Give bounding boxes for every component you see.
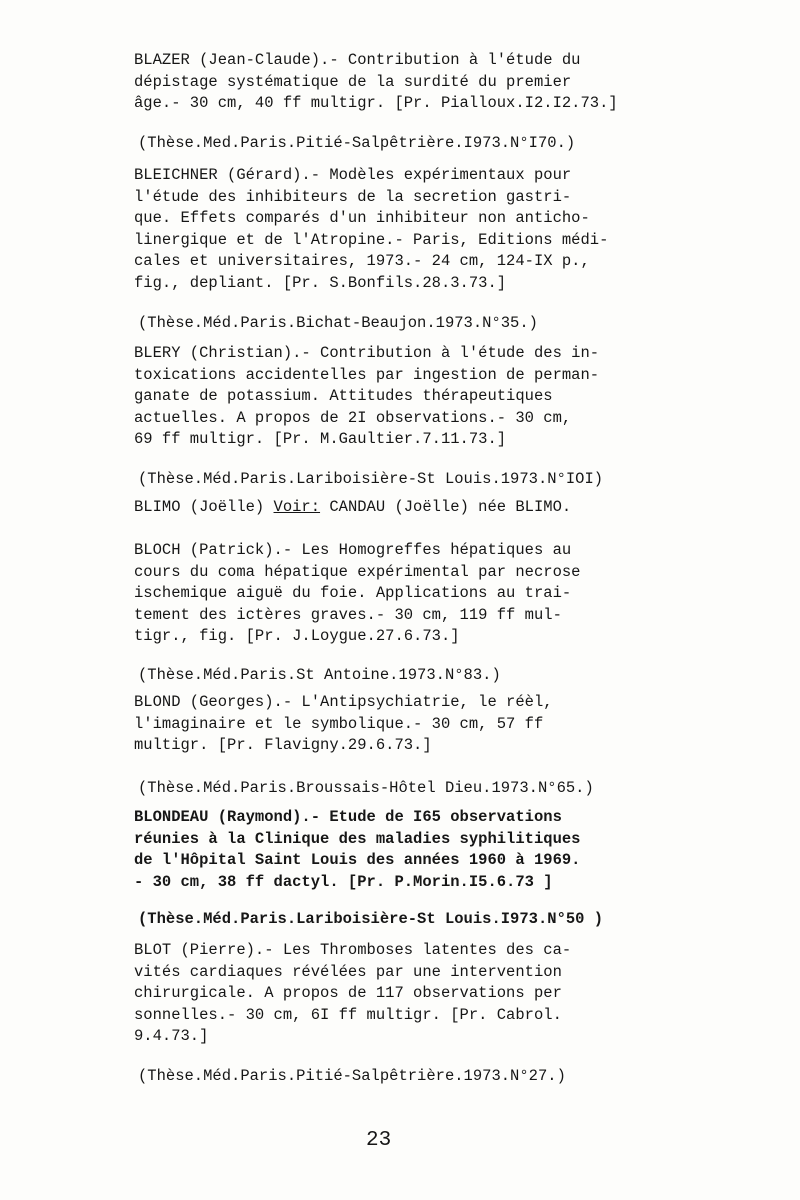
entry-line: actuelles. A propos de 2I observations.- 30 cm,: [134, 408, 572, 427]
entry-line: 69 ff multigr. [Pr. M.Gaultier.7.11.73.]: [134, 430, 507, 448]
entry-line: tement des ictères graves.- 30 cm, 119 ff mul-: [134, 605, 562, 624]
entry-line: vités cardiaques révélées par une intervention: [134, 962, 562, 981]
bibliography-entry-blery: [134, 343, 674, 451]
entry-line: réunies à la Clinique des maladies syphilitiques: [134, 829, 581, 848]
entry-line: ganate de potassium. Attitudes thérapeutiques: [134, 387, 553, 405]
entry-line: BLAZER (Jean-Claude).- Contribution à l'étude du: [134, 51, 581, 69]
entry-line: [134, 497, 674, 519]
entry-line: linergique et de l'Atropine.- Paris, Editions médi-: [134, 230, 609, 249]
thesis-reference: (Thèse.Méd.Paris.Broussais-Hôtel Dieu.1973.N°65.): [138, 779, 594, 797]
thesis-reference: (Thèse.Méd.Paris.Pitié-Salpêtrière.1973.N°27.): [138, 1067, 566, 1085]
entry-line: sonnelles.- 30 cm, 6I ff multigr. [Pr. Cabrol.: [134, 1005, 562, 1024]
thesis-reference: (Thèse.Med.Paris.Pitié-Salpêtrière.I973.N°I70.): [138, 134, 576, 152]
entry-line: l'imaginaire et le symbolique.- 30 cm, 57 ff: [134, 714, 544, 733]
page-number: 23: [366, 1129, 392, 1152]
bibliography-entry-blazer: [134, 50, 674, 115]
cross-reference-target: CANDAU (Joëlle) née BLIMO.: [320, 498, 572, 516]
entry-line: multigr. [Pr. Flavigny.29.6.73.]: [134, 736, 432, 754]
entry-line: BLONDEAU (Raymond).- Etude de I65 observations: [134, 808, 562, 826]
entry-line: 9.4.73.]: [134, 1027, 209, 1045]
bibliography-entry-bleichner: [134, 165, 674, 294]
entry-line: cales et universitaires, 1973.- 24 cm, 124-IX p.,: [134, 252, 590, 270]
thesis-reference: (Thèse.Méd.Paris.Bichat-Beaujon.1973.N°35.): [138, 314, 538, 332]
entry-line: BLEICHNER (Gérard).- Modèles expérimentaux pour: [134, 166, 572, 184]
bibliography-entry-blond: [134, 692, 674, 757]
entry-line: chirurgicale. A propos de 117 observations per: [134, 984, 562, 1002]
entry-line: de l'Hôpital Saint Louis des années 1960 à 1969.: [134, 851, 581, 869]
entry-line: cours du coma hépatique expérimental par necrose: [134, 562, 581, 581]
entry-line: ischemique aiguë du foie. Applications au trai-: [134, 584, 572, 602]
entry-line: toxications accidentelles par ingestion de perman-: [134, 365, 600, 384]
thesis-reference: (Thèse.Méd.Paris.St Antoine.1973.N°83.): [138, 666, 501, 684]
cross-reference-blimo: [134, 497, 674, 519]
entry-line: l'étude des inhibiteurs de la secretion gastri-: [134, 187, 572, 206]
bibliography-entry-bloch: [134, 540, 674, 648]
thesis-reference: (Thèse.Méd.Paris.Lariboisière-St Louis.1973.N°IOI): [138, 470, 604, 488]
entry-line: BLOT (Pierre).- Les Thromboses latentes des ca-: [134, 941, 572, 959]
entry-line: que. Effets comparés d'un inhibiteur non anticho-: [134, 209, 590, 227]
entry-line: BLOND (Georges).- L'Antipsychiatrie, le réèl,: [134, 693, 553, 711]
entry-line: fig., depliant. [Pr. S.Bonfils.28.3.73.]: [134, 273, 507, 292]
entry-line: - 30 cm, 38 ff dactyl. [Pr. P.Morin.I5.6.73 ]: [134, 872, 553, 891]
bibliography-entry-blot: [134, 940, 674, 1048]
entry-line: dépistage systématique de la surdité du premier: [134, 72, 572, 91]
entry-line: tigr., fig. [Pr. J.Loygue.27.6.73.]: [134, 627, 460, 645]
voir-link[interactable]: Voir:: [273, 498, 321, 516]
bibliography-entry-blondeau: [134, 807, 674, 893]
entry-line: BLERY (Christian).- Contribution à l'étude des in-: [134, 344, 600, 362]
entry-line: âge.- 30 cm, 40 ff multigr. [Pr. Pialloux.I2.I2.73.]: [134, 94, 618, 112]
entry-line: BLOCH (Patrick).- Les Homogreffes hépatiques au: [134, 541, 572, 559]
thesis-reference: (Thèse.Méd.Paris.Lariboisière-St Louis.I973.N°50 ): [138, 910, 604, 928]
cross-reference-name: BLIMO (Joëlle): [134, 498, 274, 516]
